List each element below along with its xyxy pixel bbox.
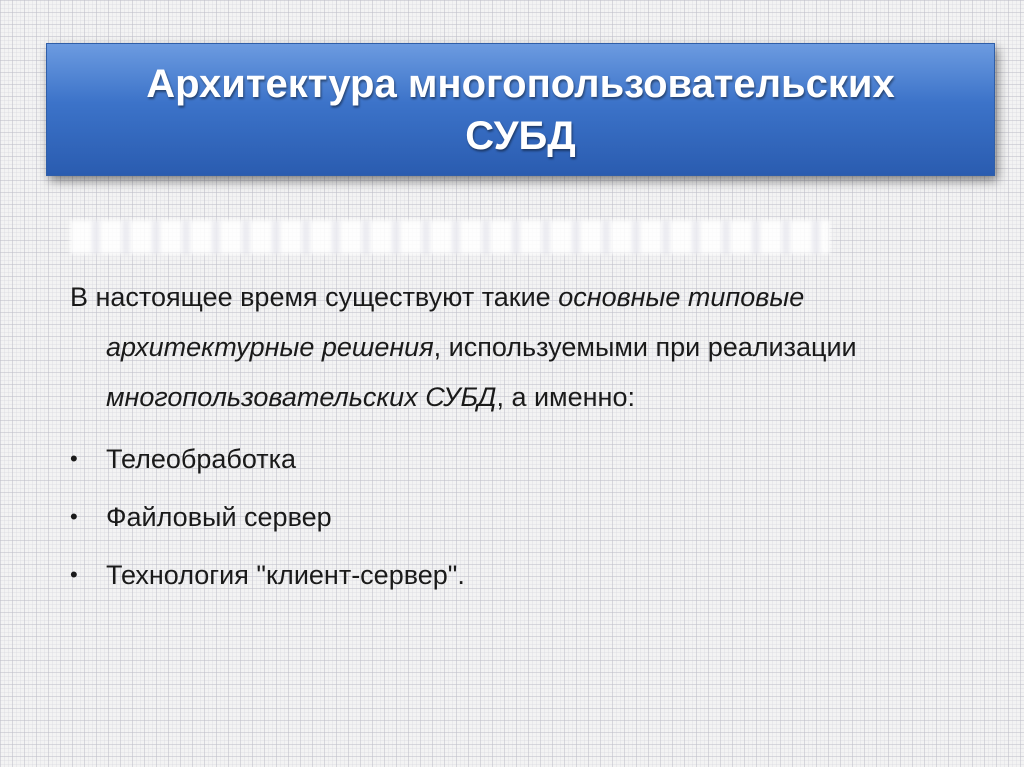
list-item-label: Телеобработка (106, 444, 297, 474)
faded-subtitle-ghost (70, 220, 830, 254)
slide-title: Архитектура многопользовательских СУБД (146, 61, 895, 158)
bullet-icon: • (70, 446, 78, 471)
list-item-label: Файловый сервер (106, 502, 332, 532)
intro-paragraph (70, 272, 970, 422)
intro-text-3: , а именно: (496, 382, 635, 412)
intro-text-1: В настоящее время существуют такие (70, 282, 559, 312)
list-item (70, 488, 970, 546)
intro-text-2: , используемыми при реализации (433, 332, 857, 362)
list-item-label: Технология "клиент-сервер". (106, 560, 465, 590)
list-item (70, 430, 970, 488)
title-banner (46, 43, 995, 176)
intro-italic-2: многопользовательских СУБД (106, 382, 497, 412)
bullet-list (70, 430, 970, 604)
list-item (70, 546, 970, 604)
bullet-icon: • (70, 562, 78, 587)
intro-italic-1: основные типовые архитектурные решения (106, 282, 805, 362)
slide-body (70, 272, 970, 604)
bullet-icon: • (70, 504, 78, 529)
